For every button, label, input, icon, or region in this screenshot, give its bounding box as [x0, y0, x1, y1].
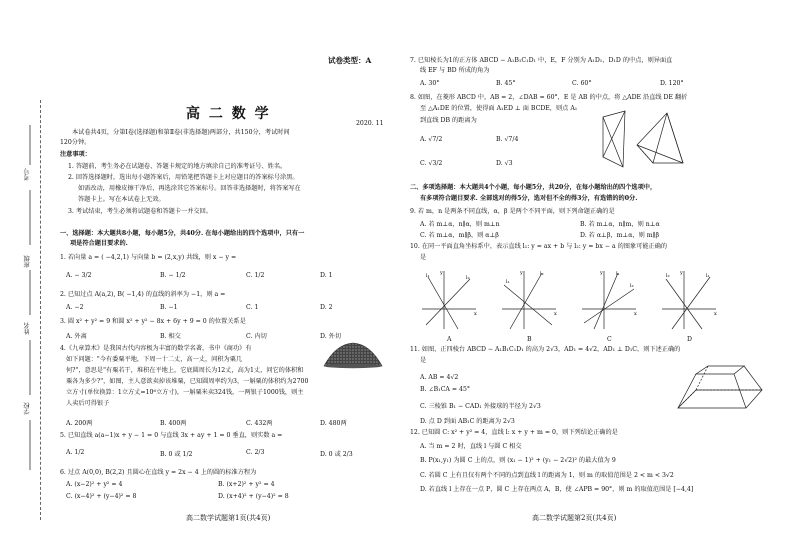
q4-option-d: D. 480两	[320, 420, 347, 427]
note-1: 1. 答题前，考生务必在试题卷、答题卡规定的地方填涂自己的准考证号、姓名。	[68, 163, 287, 170]
q5-stem: 5. 已知直线 a(a−1)x + y − 1 = 0 与直线 3x + ay + 1 = 0 垂直，则实数 a =	[60, 432, 283, 439]
svg-text:x: x	[554, 311, 557, 317]
q11-line-1: 11. 如图，正四棱台 ABCD − A₁B₁C₁D₁ 的高为 2√3，AD₁ = 4√2，AD₁ ⊥ D₁C，则下述正确的	[410, 346, 681, 353]
q4-option-c: C. 432两	[246, 420, 273, 427]
q6-option-b: B. (x+2)² + y² = 4	[218, 481, 275, 488]
section1-header-cont: 项是符合题目要求的.	[70, 240, 128, 247]
q3-option-c: C. 内切	[246, 333, 267, 340]
q10-label-d: D	[687, 336, 692, 343]
svg-text:l₁: l₁	[616, 271, 620, 277]
right-footer: 高二数学试题第2页(共4页)	[532, 514, 617, 522]
margin-fill-lines	[20, 110, 40, 530]
q2-option-d: D. 2	[320, 304, 333, 311]
svg-text:l₂: l₂	[540, 271, 544, 277]
q12-option-c: C. 若圆 C 上有且仅有两个不同的点到直线 l 的距离为 1，则 m 的取值范围是 2 < m < 3√2	[420, 472, 674, 479]
note-2: 2. 回答选择题时，选出每小题答案后，用铅笔把答题卡上对应题目的答案标号涂黑。	[68, 174, 299, 181]
q8-option-d: D. √3	[496, 160, 513, 167]
q7-stem-cont: 线 EF 与 BD 所成的角为	[420, 67, 490, 74]
q7-option-d: D. 120°	[660, 80, 684, 87]
svg-text:l₂: l₂	[466, 275, 470, 281]
q7-option-c: C. 60°	[572, 80, 592, 87]
q11-option-a: A. AB = 4√2	[420, 374, 459, 381]
q6-stem: 6. 过点 A(0,0), B(2,2) 且圆心在直线 y = 2x − 4 上的圆的标准方程为	[60, 469, 257, 476]
margin-label-kaohao: 考号	[24, 168, 31, 181]
q2-option-c: C. 1	[246, 304, 259, 311]
q11-frustum-figure	[668, 360, 768, 416]
section1-header: 一、选择题：本大题共8小题，每小题5分，共40分. 在每小题给出的四个选项中，只有一	[60, 230, 305, 237]
q3-option-a: A. 外离	[66, 333, 87, 340]
q12-stem: 12. 已知圆 C: x² + y² = 4，直线 l: x + y + m = 0，则下列结论正确的是	[410, 429, 618, 436]
svg-text:l₁: l₁	[706, 273, 710, 279]
q1-option-d: D. 1	[320, 272, 333, 279]
q3-option-d: D. 外切	[320, 333, 342, 340]
paper-type: 试卷类型：A	[328, 56, 372, 65]
svg-text:x: x	[634, 311, 637, 317]
q8-line-1: 8. 如图，在菱形 ABCD 中，AB = 2，∠DAB = 60°，E 是 AB 的中点，将 △ADE 沿直线 DE 翻折	[410, 94, 688, 101]
q6-option-c: C. (x−4)² + (y−4)² = 8	[66, 493, 137, 500]
q7-stem: 7. 已知棱长为1的正方体 ABCD − A₁B₁C₁D₁ 中，E，F 分别为 A₁D₁，D₁D 的中点，则异面直	[410, 57, 673, 64]
svg-text:l₂: l₂	[666, 273, 670, 279]
svg-text:l₁: l₁	[506, 279, 510, 285]
q8-option-a: A. √7/2	[420, 136, 443, 143]
q8-line-2: 至 △A₁DE 的位置，使得面 A₁ED ⊥ 面 BCDE，则点 A₁	[420, 105, 578, 112]
q6-option-d: D. (x+4)² + (y−4)² = 8	[218, 493, 289, 500]
q10-graph-a	[418, 265, 480, 335]
q2-stem: 2. 已知过点 A(a,2), B( −1,4) 的直线的斜率为 −1，则 a =	[60, 291, 226, 298]
note-2-end: 答题卡上。写在本试卷上无效。	[78, 196, 165, 203]
q1-stem: 1. 若向量 a = ( −4,2,1) 与向量 b = (2,x,y) 共线，则 x − y =	[60, 254, 237, 261]
q11-option-d: D. 点 D 到面 AB₁C 的距离为 2√3	[420, 418, 515, 425]
q11-line-2: 是	[420, 357, 427, 364]
svg-text:x: x	[714, 311, 717, 317]
note-2-cont: 如需改动，用橡皮擦干净后，再选涂其它答案标号。回答非选择题时，将答案写在	[78, 185, 301, 192]
svg-text:x: x	[474, 311, 477, 317]
q5-option-c: C. 2/3	[246, 449, 265, 456]
q1-option-c: C. 1/2	[246, 272, 265, 279]
q9-option-b: B. 若 m⊥α，n∥m，则 n⊥α	[580, 221, 660, 228]
page-title: 高 二 数 学	[186, 106, 271, 122]
q12-option-a: A. 当 m = 2 时，直线 l 与圆 C 相交	[420, 443, 522, 450]
q8-line-3: 到直线 DB 的距离为	[420, 117, 477, 124]
intro-line-1: 本试卷共4页，分第Ⅰ卷(选择题)和第Ⅱ卷(非选择题)两部分，共150分，考试时间	[72, 129, 290, 136]
svg-text:y: y	[440, 270, 443, 276]
q9-stem: 9. 若 m，n 是两条不同直线，α，β 是两个不同平面，则下列命题正确的是	[410, 208, 615, 215]
svg-text:y: y	[520, 270, 523, 276]
q4-line-4: 粟各为多少?"，如图，主人意欲卖掉该堆粟，已知圆周率约为3，一斛粟的体积约为2700	[66, 378, 309, 385]
q8-option-c: C. √3/2	[420, 160, 443, 167]
q10-label-c: C	[607, 336, 612, 343]
q2-option-b: B. −1	[160, 304, 178, 311]
q3-stem: 3. 圆 x² + y² = 9 和圆 x² + y² − 8x + 6y + 9 = 0 的位置关系是	[60, 318, 246, 325]
q10-graph-d	[658, 265, 720, 335]
notes-title: 注意事项：	[60, 151, 91, 158]
q8-rhombus-figure	[597, 105, 689, 173]
q5-option-b: B. 0 或 1/2	[160, 451, 193, 458]
note-3: 3. 考试结束，考生必须将试题卷和答题卡一并交回。	[68, 208, 212, 215]
q9-option-d: D. 若 α⊥β，m⊥α，则 m∥β	[580, 232, 660, 239]
q1-option-b: B. − 1/2	[160, 272, 186, 279]
q4-line-6: 人卖后可得银子	[66, 400, 110, 407]
q8-option-b: B. √7/4	[496, 136, 519, 143]
svg-text:l₂: l₂	[630, 283, 634, 289]
q7-option-b: B. 45°	[496, 80, 516, 87]
q4-option-b: B. 400两	[160, 420, 187, 427]
q1-option-a: A. − 3/2	[66, 272, 92, 279]
margin-label-xuexiao: 学校	[24, 402, 31, 415]
q9-option-a: A. 若 m⊥α，n∥α，则 m⊥n	[420, 221, 500, 228]
exam-date: 2020. 11	[356, 120, 384, 127]
left-footer: 高二数学试题第1页(共4页)	[186, 514, 271, 522]
intro-line-2: 120分钟。	[60, 139, 91, 146]
q4-option-a: A. 200两	[66, 420, 93, 427]
binding-line	[40, 100, 41, 520]
svg-text:y: y	[600, 270, 603, 276]
q11-option-c: C. 三棱锥 B₁ − CAD₁ 外接球的半径为 2√3	[420, 403, 541, 410]
q10-label-b: B	[527, 336, 532, 343]
q4-line-2: 如下问题："今有委粟平地，下周一十二丈，高一丈，问积为粟几	[66, 356, 243, 363]
q12-option-d: D. 若直线 l 上存在一点 P，圆 C 上存在两点 A，B，使 ∠APB = 90°，则 m 的取值范围是 [−4,4]	[420, 486, 694, 493]
q4-line-1: 4.《九章算术》是我国古代内容极为丰富的数学名著，书中《商功》有	[60, 345, 252, 352]
section2-header-cont: 有多项符合题目要求. 全部选对的得5分，选对但不全的得3分，有选错的的0分.	[420, 195, 638, 202]
margin-label-xingming: 姓名	[24, 322, 31, 335]
q12-option-b: B. P(x₁,y₁) 为圆 C 上的点，则 (x₁ − 1)² + (y₁ − 2√2)² 的最大值为 9	[420, 457, 616, 464]
q6-option-a: A. (x−2)² + y² = 4	[66, 481, 123, 488]
q10-graph-b	[498, 265, 560, 335]
q5-option-d: D. 0 或 2/3	[320, 451, 353, 458]
q4-line-5: 立方寸(单位换算：1立方丈=10⁶立方寸)，一斛粟米卖324钱，一两银子1000钱，则主	[66, 389, 304, 396]
q2-option-a: A. −2	[66, 304, 84, 311]
q4-line-3: 何?"，意思是"有粟若干，堆积在平地上，它底圆周长为12丈，高为1丈，问它的体积和	[66, 367, 304, 374]
q10-graph-c	[578, 265, 640, 335]
q10-stem: 10. 在同一平面直角坐标系中，表示直线 l₁: y = ax + b 与 l₂: y = bx − a 的图象可能正确的	[410, 243, 668, 250]
margin-label-banji: 班级	[24, 255, 31, 268]
q9-option-c: C. 若 m⊥α，m∥β，则 α⊥β	[420, 232, 499, 239]
q3-option-b: B. 相交	[160, 333, 181, 340]
grain-pile-illustration	[322, 340, 384, 370]
q11-option-b: B. ∠B₁CA = 45°	[420, 386, 470, 393]
q10-label-a: A	[447, 336, 452, 343]
q10-stem-cont: 是	[420, 254, 427, 261]
svg-text:l₁: l₁	[426, 273, 430, 279]
q5-option-a: A. 1/2	[66, 449, 85, 456]
section2-header: 二、多项选择题：本大题共4个小题，每小题5分，共20分，在每小题给出的四个选项中，	[410, 184, 657, 191]
q7-option-a: A. 30°	[420, 80, 440, 87]
svg-text:y: y	[680, 270, 683, 276]
